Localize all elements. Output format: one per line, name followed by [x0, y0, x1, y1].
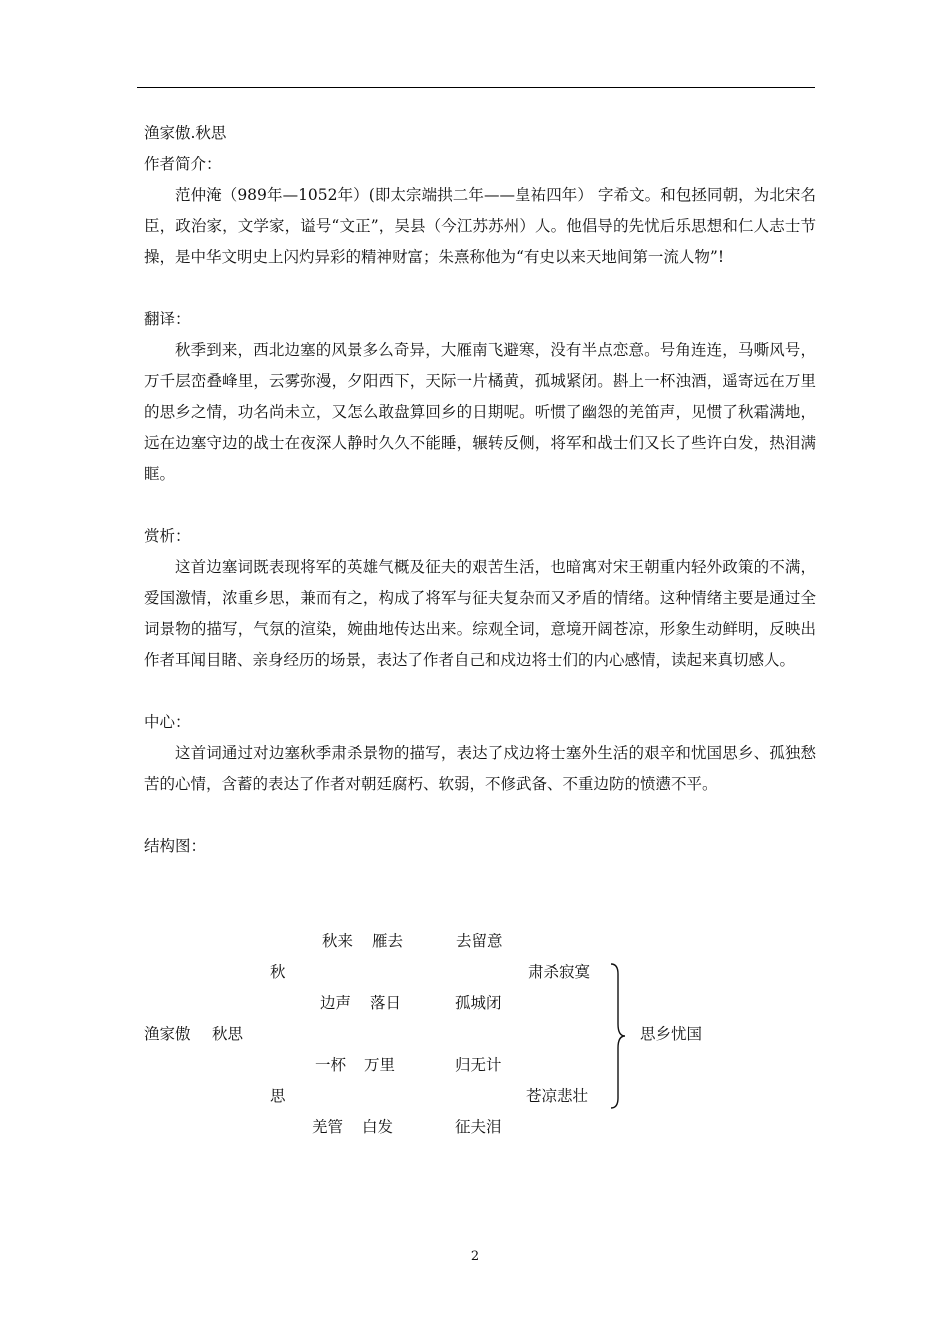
node-r2-a: 边声 — [320, 994, 352, 1012]
node-r3-a: 一杯 — [315, 1056, 347, 1074]
document-title: 渔家傲.秋思 — [144, 124, 227, 142]
appreciation-text: 这首边塞词既表现将军的英雄气概及征夫的艰苦生活，也暗寓对宋王朝重内轻外政策的不满，爱国激情，浓重乡思，兼而有之，构成了将军与征夫复杂而又矛盾的情绪。这种情绪主要是通过全词景物的描写，气氛的渲染，婉曲地传达出来。综观全词，意境开阔苍凉，形象生动鲜明，反映出作者耳闻目睹、亲身经历的场景，表达了作者自己和戍边将士们的内心感情，读起来真切感人。 — [144, 558, 816, 669]
author-intro-text: 范仲淹（989年—1052年）(即太宗端拱二年——皇祐四年） 字希文。和包拯同朝，为北宋名臣，政治家，文学家，谥号“文正”，吴县（今江苏苏州）人。他倡导的先忧后乐思想和仁人志士节操，是中华文明史上闪灼异彩的精神财富；朱熹称他为“有史以来天地间第一流人物”! — [144, 186, 816, 266]
node-r3-c: 归无计 — [455, 1056, 502, 1074]
page-number: 2 — [470, 1249, 480, 1264]
node-r4-b: 白发 — [362, 1118, 394, 1136]
node-r2-b: 落日 — [370, 994, 402, 1012]
author-intro-heading: 作者简介： — [144, 155, 222, 173]
node-mood-1: 肃杀寂寞 — [528, 963, 591, 981]
center-text: 这首词通过对边塞秋季肃杀景物的描写，表达了戍边将士塞外生活的艰辛和忧国思乡、孤独愁苦的心情，含蓄的表达了作者对朝廷腐朽、软弱，不修武备、不重边防的愤懑不平。 — [144, 744, 816, 793]
node-mood-2: 苍凉悲壮 — [526, 1087, 589, 1105]
node-root-b: 秋思 — [212, 1025, 244, 1043]
translation-text: 秋季到来，西北边塞的风景多么奇异，大雁南飞避寒，没有半点恋意。号角连连，马嘶风号，万千层峦叠峰里，云雾弥漫，夕阳西下，天际一片橘黄，孤城紧闭。斟上一杯浊酒，遥寄远在万里的思乡之情，功名尚未立，又怎么敢盘算回乡的日期呢。听惯了幽怨的羌笛声，见惯了秋霜满地，远在边塞守边的战士在夜深人静时久久不能睡，辗转反侧，将军和战士们又长了些许白发，热泪满眶。 — [144, 341, 816, 483]
center-heading: 中心： — [144, 713, 191, 731]
node-root-a: 渔家傲 — [144, 1025, 191, 1043]
node-r4-a: 羌管 — [312, 1118, 344, 1136]
node-autumn: 秋 — [270, 963, 286, 981]
node-theme: 思乡忧国 — [640, 1025, 703, 1043]
node-longing: 思 — [270, 1087, 286, 1105]
node-r1-c: 去留意 — [456, 932, 503, 950]
node-r1-a: 秋来 — [322, 932, 354, 950]
structure-heading: 结构图： — [144, 837, 207, 855]
node-r4-c: 征夫泪 — [455, 1118, 502, 1136]
curly-brace-icon — [608, 962, 630, 1110]
node-r1-b: 雁去 — [372, 932, 404, 950]
appreciation-heading: 赏析： — [144, 527, 191, 545]
header-rule — [137, 87, 815, 88]
translation-heading: 翻译： — [144, 310, 191, 328]
node-r3-b: 万里 — [364, 1056, 396, 1074]
document-body — [144, 118, 816, 862]
node-r2-c: 孤城闭 — [455, 994, 502, 1012]
